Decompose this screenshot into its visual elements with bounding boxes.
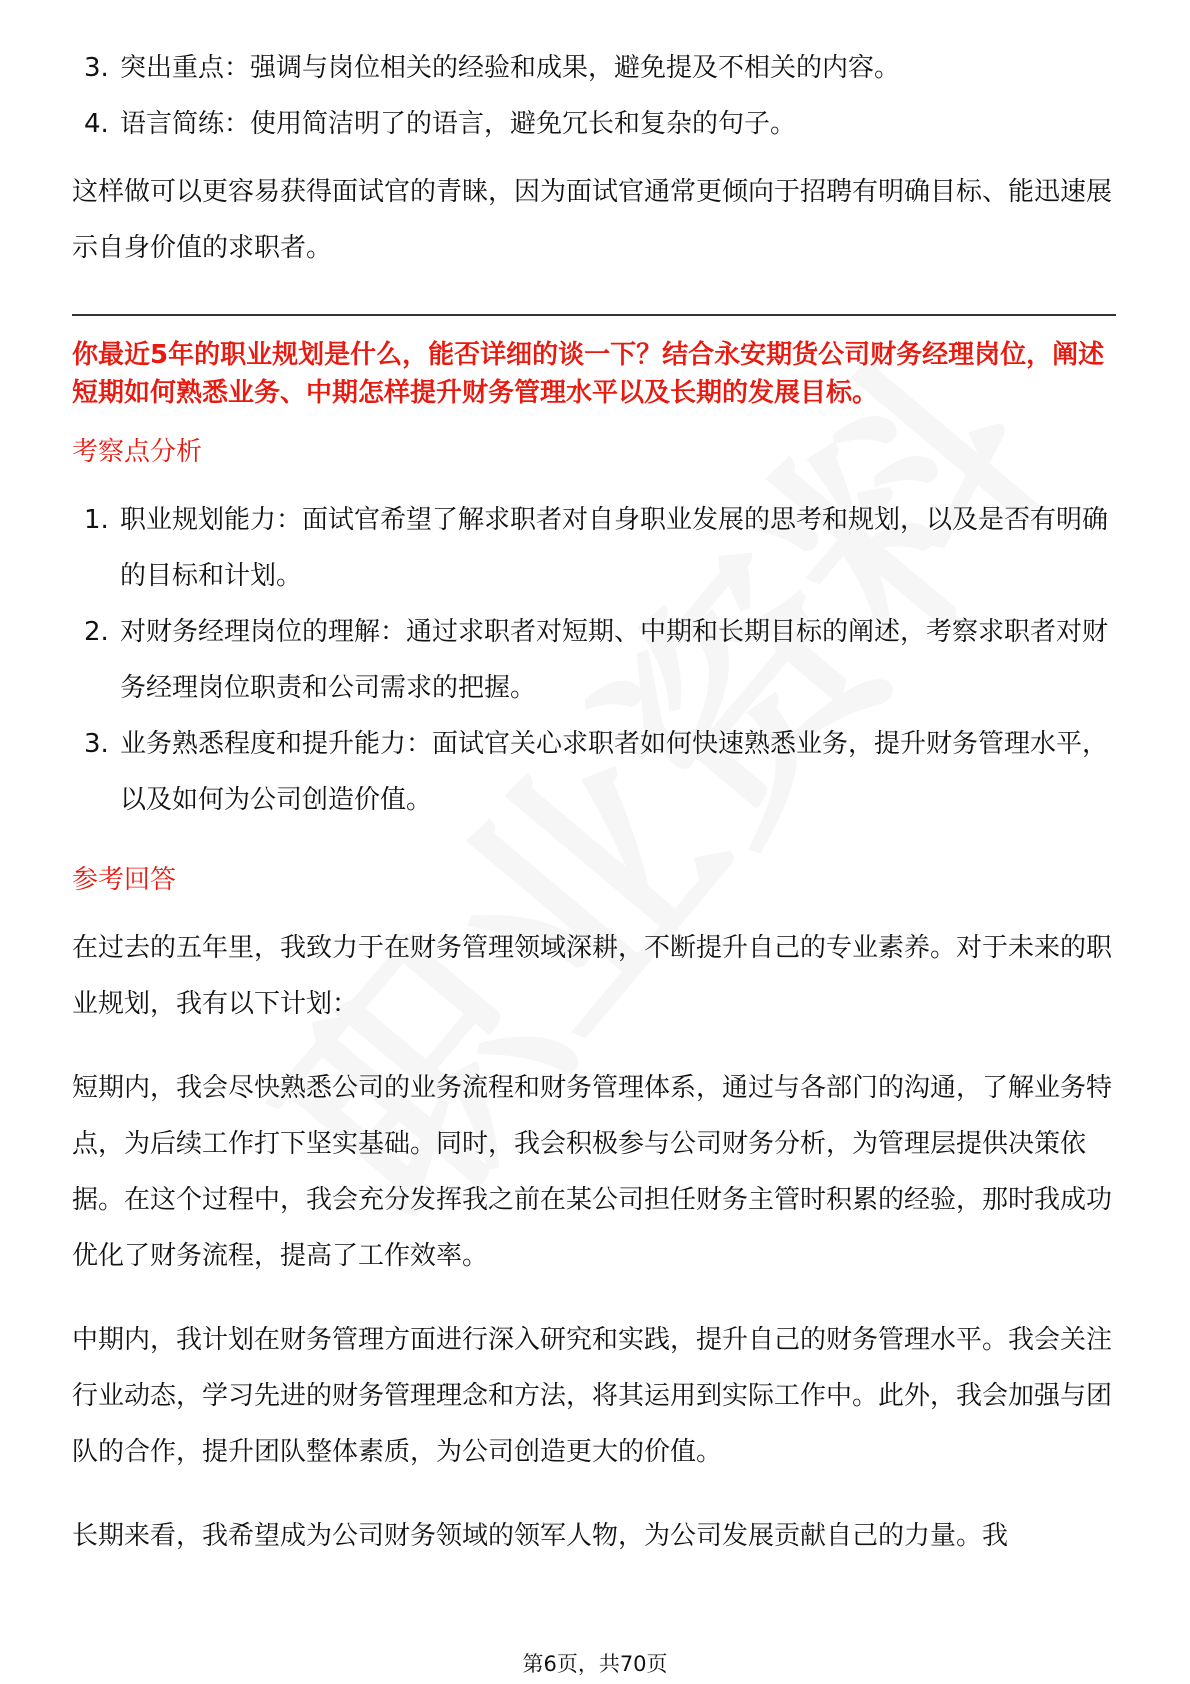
analysis-list [72,492,1116,828]
document-page [72,40,1116,1564]
list-item [72,40,1116,96]
answer-paragraph: 中期内，我计划在财务管理方面进行深入研究和实践，提升自己的财务管理水平。我会关注行业动态，学习先进的财务管理理念和方法，将其运用到实际工作中。此外，我会加强与团队的合作，提升团队整体素质，为公司创造更大的价值。 [72,1325,1113,1467]
list-item [72,716,1116,828]
analysis-heading: 考察点分析 [72,437,203,467]
top-list [72,40,1116,152]
list-number: 3. [84,729,109,759]
answer-paragraph: 短期内，我会尽快熟悉公司的业务流程和财务管理体系，通过与各部门的沟通，了解业务特点，为后续工作打下坚实基础。同时，我会积极参与公司财务分析，为管理层提供决策依据。在这个过程中，我会充分发挥我之前在某公司担任财务主管时积累的经验，那时我成功优化了财务流程，提高了工作效率。 [72,1073,1113,1271]
list-number: 1. [84,505,109,535]
answer-paragraph: 长期来看，我希望成为公司财务领域的领军人物，为公司发展贡献自己的力量。我 [72,1521,1009,1551]
list-item [72,96,1116,152]
list-item [72,604,1116,716]
section-divider [72,314,1116,316]
interview-question: 你最近5年的职业规划是什么，能否详细的谈一下？结合永安期货公司财务经理岗位，阐述短期如何熟悉业务、中期怎样提升财务管理水平以及长期的发展目标。 [72,340,1105,408]
list-text: 突出重点：强调与岗位相关的经验和成果，避免提及不相关的内容。 [120,53,901,83]
answer-paragraph: 在过去的五年里，我致力于在财务管理领域深耕，不断提升自己的专业素养。对于未来的职业规划，我有以下计划： [72,933,1113,1019]
intro-paragraph: 这样做可以更容易获得面试官的青睐，因为面试官通常更倾向于招聘有明确目标、能迅速展示自身价值的求职者。 [72,177,1113,263]
answer-heading: 参考回答 [72,865,177,895]
list-text: 对财务经理岗位的理解：通过求职者对短期、中期和长期目标的阐述，考察求职者对财务经理岗位职责和公司需求的把握。 [120,617,1109,703]
list-text: 语言简练：使用简洁明了的语言，避免冗长和复杂的句子。 [120,109,797,139]
page-footer: 第6页，共70页 [522,1652,668,1676]
list-number: 4. [84,109,109,139]
list-number: 3. [84,53,109,83]
list-number: 2. [84,617,109,647]
list-text: 业务熟悉程度和提升能力：面试官关心求职者如何快速熟悉业务，提升财务管理水平，以及如何为公司创造价值。 [120,729,1109,815]
list-text: 职业规划能力：面试官希望了解求职者对自身职业发展的思考和规划，以及是否有明确的目标和计划。 [120,505,1109,591]
list-item [72,492,1116,604]
